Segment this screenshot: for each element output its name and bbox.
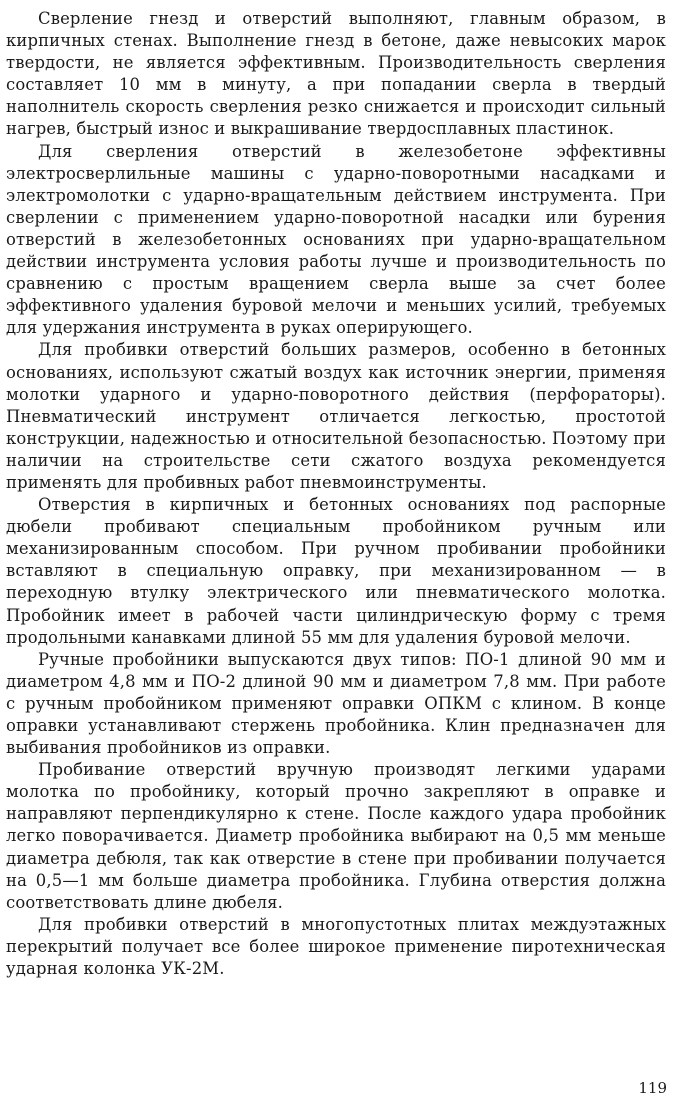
page-number: 119 (638, 1079, 667, 1097)
paragraph: Для пробивки отверстий в многопустотных плитах междуэтажных перекрытий получает все более широкое применение пиротехническая ударная колонка УК-2М. (6, 914, 666, 979)
page-body (6, 8, 666, 1098)
paragraph: Ручные пробойники выпускаются двух типов: ПО-1 длиной 90 мм и диаметром 4,8 мм и ПО-2 длиной 90 мм и диаметром 7,8 мм. При работе с ручным пробойником применяют оправки ОПКМ с клином. В конце оправки устанавливают стержень пробойника. Клин предназначен для выбивания пробойников из оправки. (6, 649, 666, 758)
paragraph: Сверление гнезд и отверстий выполняют, главным образом, в кирпичных стенах. Выполнение гнезд в бетоне, даже невысоких марок твердости, не является эффективным. Производительность сверления составляет 10 мм в минуту, а при попадании сверла в твердый наполнитель скорость сверления резко снижается и происходит сильный нагрев, быстрый износ и выкрашивание твердосплавных пластинок. (6, 9, 666, 139)
paragraph: Для пробивки отверстий больших размеров, особенно в бетонных основаниях, используют сжатый воздух как источник энергии, применяя молотки ударного и ударно-поворотного действия (перфораторы). Пневматический инструмент отличается легкостью, простотой конструкции, надежностью и относительной безопасностью. Поэтому при наличии на строительстве сети сжатого воздуха рекомендуется применять для пробивных работ пневмоинструменты. (6, 340, 666, 492)
paragraph: Для сверления отверстий в железобетоне эффективны электросверлильные машины с ударно-поворотными насадками и электромолотки с ударно-вращательным действием инструмента. При сверлении с применением ударно-поворотной насадки или бурения отверстий в железобетонных основаниях при ударно-вращательном действии инструмента условия работы лучше и производительность по сравнению с простым вращением сверла выше за счет более эффективного удаления буровой мелочи и меньших усилий, требуемых для удержания инструмента в руках оперирующего. (6, 141, 666, 338)
paragraph: Пробивание отверстий вручную производят легкими ударами молотка по пробойнику, который прочно закрепляют в оправке и направляют перпендикулярно к стене. После каждого удара пробойник легко поворачивается. Диаметр пробойника выбирают на 0,5 мм меньше диаметра дебюля, так как отверстие в стене при пробивании получается на 0,5—1 мм больше диаметра пробойника. Глубина отверстия должна соответствовать длине дюбеля. (6, 760, 666, 912)
paragraph: Отверстия в кирпичных и бетонных основаниях под распорные дюбели пробивают специальным пробойником ручным или механизированным способом. При ручном пробивании пробойники вставляют в специальную оправку, при механизированном — в переходную втулку электрического или пневматического молотка. Пробойник имеет в рабочей части цилиндрическую форму с тремя продольными канавками длиной 55 мм для удаления буровой мелочи. (6, 495, 666, 647)
